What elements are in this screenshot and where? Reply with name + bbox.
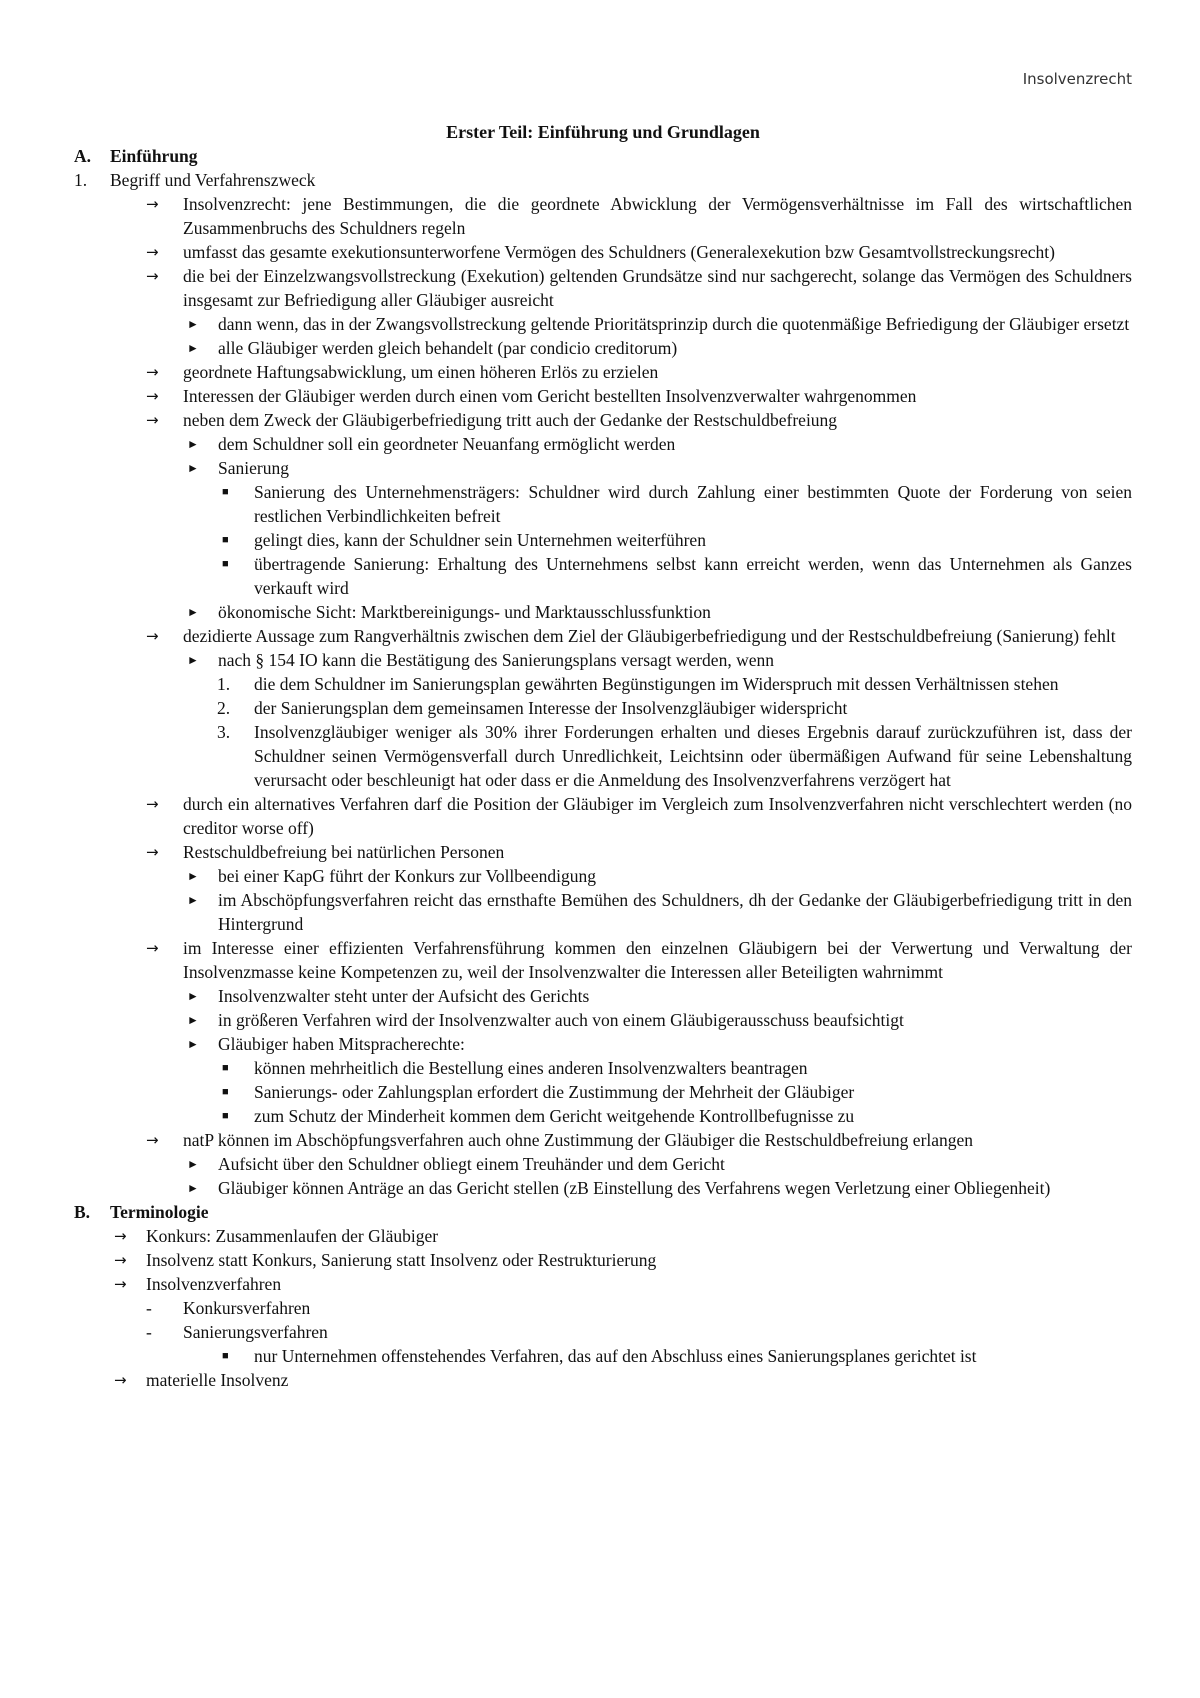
triangle-bullet-icon: ► [187, 893, 199, 907]
list-item: → dezidierte Aussage zum Rangverhältnis zwischen dem Ziel der Gläubigerbefriedigung und der Restschuldbefreiung (Sanierung) fehlt [146, 626, 1116, 646]
triangle-bullet-icon: ► [187, 461, 199, 475]
document-page [74, 120, 1132, 1392]
list-item: → geordnete Haftungsabwicklung, um einen höheren Erlös zu erzielen [146, 362, 659, 382]
arrow-icon: → [146, 939, 159, 957]
running-header: Insolvenzrecht [1022, 70, 1132, 88]
list-item: ► alle Gläubiger werden gleich behandelt (par condicio creditorum) [187, 338, 678, 358]
list-item: ► ökonomische Sicht: Marktbereinigungs- und Marktausschlussfunktion [187, 602, 711, 622]
list-item: ■ zum Schutz der Minderheit kommen dem Gericht weitgehende Kontrollbefugnisse zu [222, 1106, 855, 1126]
list-item: ► Gläubiger haben Mitspracherechte: [187, 1034, 465, 1054]
list-item: → Restschuldbefreiung bei natürlichen Personen [146, 842, 505, 862]
list-item: → durch ein alternatives Verfahren darf die Position der Gläubiger im Vergleich zum Insolvenzverfahren nicht verschlechtert werden (no creditor worse off) [146, 794, 1132, 838]
section-heading-a: A. Einführung [74, 146, 198, 166]
list-item: → im Interesse einer effizienten Verfahrensführung kommen den einzelnen Gläubigern bei der Verwertung und Verwaltung der Insolvenzmasse keine Kompetenzen zu, weil der Insolvenzwalter die Interessen aller Beteiligten wahrnimmt [146, 938, 1132, 982]
list-item: ■ nur Unternehmen offenstehendes Verfahren, das auf den Abschluss eines Sanierungsplanes gerichtet ist [222, 1346, 977, 1366]
arrow-icon: → [146, 627, 159, 645]
square-bullet-icon: ■ [222, 1062, 229, 1074]
list-item: ► bei einer KapG führt der Konkurs zur Vollbeendigung [187, 866, 596, 886]
arrow-icon: → [146, 243, 159, 261]
list-item: → die bei der Einzelzwangsvollstreckung (Exekution) geltenden Grundsätze sind nur sachgerecht, solange das Vermögen des Schuldners insgesamt zur Befriedigung aller Gläubiger ausreicht [146, 266, 1132, 310]
square-bullet-icon: ■ [222, 1086, 229, 1098]
list-item: → Insolvenzrecht: jene Bestimmungen, die die geordnete Abwicklung der Vermögensverhältnisse im Fall des wirtschaftlichen Zusammenbruchs des Schuldners regeln [146, 194, 1132, 238]
triangle-bullet-icon: ► [187, 317, 199, 331]
list-item: → neben dem Zweck der Gläubigerbefriedigung tritt auch der Gedanke der Restschuldbefreiung [146, 410, 838, 430]
arrow-icon: → [146, 1131, 159, 1149]
arrow-icon: → [146, 411, 159, 429]
list-item: ► dann wenn, das in der Zwangsvollstreckung geltende Prioritätsprinzip durch die quotenmäßige Befriedigung der Gläubiger ersetzt [187, 314, 1130, 334]
list-item: → natP können im Abschöpfungsverfahren auch ohne Zustimmung der Gläubiger die Restschuldbefreiung erlangen [146, 1130, 974, 1150]
list-item: ► Sanierung [187, 458, 289, 478]
arrow-icon: → [146, 363, 159, 381]
list-item: → Insolvenzverfahren [114, 1274, 282, 1294]
list-item: ■ gelingt dies, kann der Schuldner sein Unternehmen weiterführen [222, 530, 706, 550]
square-bullet-icon: ■ [222, 534, 229, 546]
list-item: - Konkursverfahren [146, 1298, 311, 1318]
list-item: ■ übertragende Sanierung: Erhaltung des Unternehmens selbst kann erreicht werden, wenn das Unternehmen als Ganzes verkauft wird [222, 554, 1132, 598]
numbered-item: 2. der Sanierungsplan dem gemeinsamen Interesse der Insolvenzgläubiger widerspricht [217, 698, 848, 718]
list-item: ► in größeren Verfahren wird der Insolvenzwalter auch von einem Gläubigerausschuss beaufsichtigt [187, 1010, 904, 1030]
square-bullet-icon: ■ [222, 1350, 229, 1362]
triangle-bullet-icon: ► [187, 341, 199, 355]
list-item: ► Aufsicht über den Schuldner obliegt einem Treuhänder und dem Gericht [187, 1154, 725, 1174]
subsection-heading-1: 1. Begriff und Verfahrenszweck [74, 170, 316, 190]
arrow-icon: → [146, 795, 159, 813]
list-item: ■ Sanierungs- oder Zahlungsplan erfordert die Zustimmung der Mehrheit der Gläubiger [222, 1082, 855, 1102]
triangle-bullet-icon: ► [187, 605, 199, 619]
triangle-bullet-icon: ► [187, 1157, 199, 1171]
triangle-bullet-icon: ► [187, 989, 199, 1003]
dash-bullet-icon: - [146, 1322, 152, 1342]
square-bullet-icon: ■ [222, 486, 229, 498]
list-item: ► im Abschöpfungsverfahren reicht das ernsthafte Bemühen des Schuldners, dh der Gedanke der Gläubigerbefriedigung tritt in den Hintergrund [187, 890, 1132, 934]
list-item: - Sanierungsverfahren [146, 1322, 328, 1342]
list-item: ► dem Schuldner soll ein geordneter Neuanfang ermöglicht werden [187, 434, 676, 454]
arrow-icon: → [146, 267, 159, 285]
arrow-icon: → [114, 1371, 127, 1389]
numbered-item: 3. Insolvenzgläubiger weniger als 30% ihrer Forderungen erhalten und dieses Ergebnis darauf zurückzuführen ist, dass der Schuldner seinen Vermögensverfall durch Unredlichkeit, Leichtsinn oder übermäßigen Aufwand für seine Lebenshaltung verursacht oder beschleunigt hat oder dass er die Anmeldung des Insolvenzverfahrens verzögert hat [217, 722, 1132, 790]
list-item: ■ Sanierung des Unternehmensträgers: Schuldner wird durch Zahlung einer bestimmten Quote der Forderung von seien restlichen Verbindlichkeiten befreit [222, 482, 1132, 526]
square-bullet-icon: ■ [222, 1110, 229, 1122]
square-bullet-icon: ■ [222, 558, 229, 570]
list-item: → Insolvenz statt Konkurs, Sanierung statt Insolvenz oder Restrukturierung [114, 1250, 657, 1270]
triangle-bullet-icon: ► [187, 1037, 199, 1051]
arrow-icon: → [114, 1251, 127, 1269]
list-item: ■ können mehrheitlich die Bestellung eines anderen Insolvenzwalters beantragen [222, 1058, 808, 1078]
arrow-icon: → [146, 843, 159, 861]
triangle-bullet-icon: ► [187, 1013, 199, 1027]
part-title: Erster Teil: Einführung und Grundlagen [446, 122, 760, 142]
section-heading-b: B. Terminologie [74, 1202, 209, 1222]
numbered-item: 1. die dem Schuldner im Sanierungsplan gewährten Begünstigungen im Widerspruch mit dessen Verhältnissen stehen [217, 674, 1059, 694]
triangle-bullet-icon: ► [187, 1181, 199, 1195]
triangle-bullet-icon: ► [187, 653, 199, 667]
arrow-icon: → [146, 387, 159, 405]
list-item: → materielle Insolvenz [114, 1370, 289, 1390]
list-item: → Interessen der Gläubiger werden durch einen vom Gericht bestellten Insolvenzverwalter wahrgenommen [146, 386, 917, 406]
list-item: → Konkurs: Zusammenlaufen der Gläubiger [114, 1226, 439, 1246]
arrow-icon: → [114, 1275, 127, 1293]
dash-bullet-icon: - [146, 1298, 152, 1318]
list-item: → umfasst das gesamte exekutionsunterworfene Vermögen des Schuldners (Generalexekution bzw Gesamtvollstreckungsrecht) [146, 242, 1055, 262]
list-item: ► Insolvenzwalter steht unter der Aufsicht des Gerichts [187, 986, 590, 1006]
arrow-icon: → [114, 1227, 127, 1245]
triangle-bullet-icon: ► [187, 437, 199, 451]
triangle-bullet-icon: ► [187, 869, 199, 883]
list-item: ► Gläubiger können Anträge an das Gericht stellen (zB Einstellung des Verfahrens wegen Verletzung einer Obliegenheit) [187, 1178, 1051, 1198]
arrow-icon: → [146, 195, 159, 213]
list-item: ► nach § 154 IO kann die Bestätigung des Sanierungsplans versagt werden, wenn [187, 650, 774, 670]
